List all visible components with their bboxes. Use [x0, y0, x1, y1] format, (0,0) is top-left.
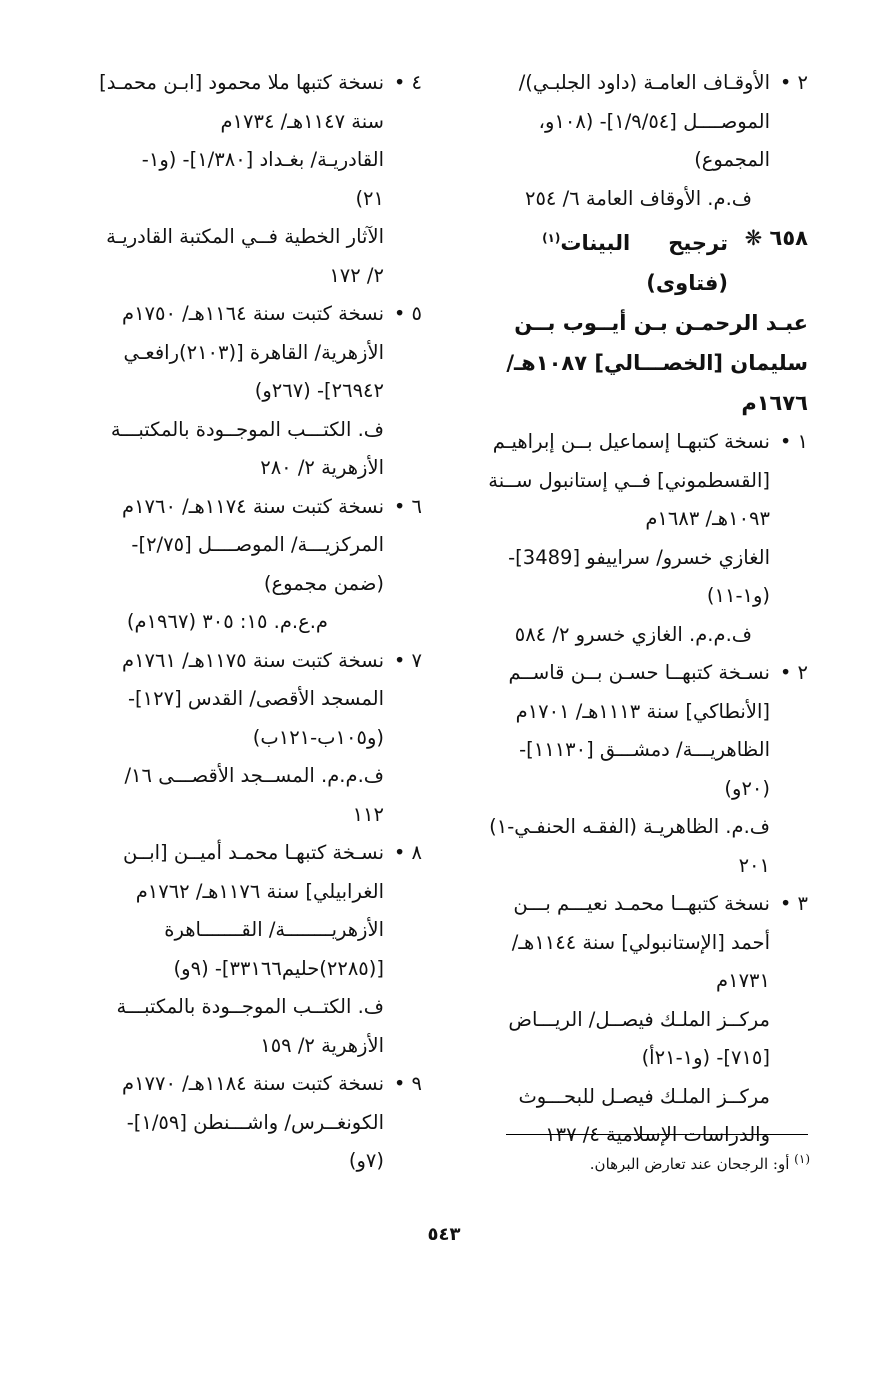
manuscript-entry — [470, 885, 808, 1155]
entry-number: ٤ • — [393, 71, 422, 94]
entry-line: [الأنطاكي] سنة ١١١٣هـ/ ١٧٠١م — [515, 699, 770, 723]
entry-reference: ف.م.م. الغازي خسرو ٢/ ٥٨٤ — [514, 622, 752, 646]
entry-line: المجموع) — [694, 148, 770, 171]
entry-line: ١٧٣١م — [716, 969, 770, 992]
entry-line: المركزيـــة/ الموصــــل [٢/٧٥]- — [131, 533, 384, 556]
entry-line: الظاهريـــة/ دمشـــق [١١١٣٠]- — [519, 738, 770, 761]
manuscript-entry — [88, 1065, 422, 1181]
manuscript-entry — [470, 64, 808, 218]
entry-reference: الأزهرية ٢/ ٢٨٠ — [260, 456, 384, 479]
entry-number: ٩ • — [393, 1072, 422, 1095]
footnote-divider — [506, 1134, 808, 1135]
manuscript-entry — [88, 834, 422, 1065]
entry-number: ٨ • — [393, 841, 422, 864]
entry-reference: ٢٠١ — [738, 853, 770, 877]
entry-reference: ف.م. الظاهريـة (الفقـه الحنفـي-١) — [489, 815, 770, 838]
entry-line: الكونغــرس/ واشـــنطن [١/٥٩]- — [126, 1110, 384, 1134]
entry-line: نسخة كتبهــا محمـد نعيـــم بـــن — [513, 892, 770, 915]
entry-reference: ف. الكتـــب الموجــودة بالمكتبـــة — [110, 417, 384, 441]
entry-reference: ف.م.م. المســجد الأقصـــى ١٦/ — [124, 764, 384, 787]
entry-line: الأزهريــــــــة/ القـــــــاهرة — [164, 918, 384, 941]
right-column — [470, 64, 808, 1155]
work-type: (فتاوى) — [646, 271, 728, 295]
entry-line: ١٠٩٣هـ/ ١٦٨٣م — [645, 507, 770, 530]
entry-reference: ١١٢ — [352, 802, 384, 826]
entry-number: ٦ • — [393, 494, 422, 518]
entry-number: ٣ • — [779, 892, 808, 915]
manuscript-entry — [88, 642, 422, 835]
entry-line: أحمد [الإستانبولي] سنة ١١٤٤هـ/ — [511, 930, 770, 954]
entry-line: نسخة كتبها ملا محمود [ابـن محمـد] — [99, 71, 384, 94]
entry-line: نسـخة كتبهــا حسـن بــن قاســم — [508, 661, 770, 684]
entry-line: ٢٦٩٤٢]- (٢٦٧و) — [254, 379, 384, 402]
footnote — [480, 1146, 810, 1177]
work-title-line — [470, 218, 728, 303]
entry-line: [(٢٢٨٥)حليم٣٣١٦٦]- (٩و) — [173, 956, 384, 980]
work-title: ترجيح البينات — [560, 231, 728, 255]
entry-line: (و١٠٥ب-١٢١ب) — [252, 725, 384, 749]
entry-reference: ف. الكتــب الموجــودة بالمكتبـــة — [116, 995, 384, 1018]
manuscript-entry — [88, 295, 422, 488]
entry-line: والدراسات الإسلامية ٤/ ١٣٧ — [545, 1123, 770, 1146]
manuscript-entry — [470, 423, 808, 654]
entry-reference: ٢/ ١٧٢ — [329, 263, 384, 287]
entry-line: نسخة كتبهـا إسماعيل بــن إبراهيـم — [492, 430, 770, 453]
author-line: ١٦٧٦م — [741, 391, 808, 415]
entry-line: نسخة كتبت سنة ١١٧٤هـ/ ١٧٦٠م — [122, 494, 384, 518]
footnote-mark: (١) — [794, 1152, 810, 1166]
entry-number: ٥ • — [393, 302, 422, 325]
left-column — [88, 64, 422, 1181]
author-line: سليمان [الخصـــالي] ١٠٨٧هـ/ — [506, 351, 808, 375]
entry-line: الأوقـاف العامـة (داود الجلبـي)/ — [518, 71, 770, 94]
entry-number: ٢ • — [779, 661, 808, 684]
entry-line: [٧١٥]- (و١-٢١أ) — [641, 1046, 770, 1069]
entry-line: سنة ١١٤٧هـ/ ١٧٣٤م — [220, 109, 384, 133]
entry-line: مركــز الملـك فيصـل للبحـــوث — [518, 1084, 770, 1108]
entry-line: نسـخة كتبهـا محمـد أميــن [ابــن — [122, 841, 384, 864]
entry-number: ٧ • — [393, 648, 422, 672]
page-number: ٥٤٣ — [427, 1224, 461, 1245]
entry-number: ٢ • — [779, 71, 808, 94]
entry-line: نسخة كتبت سنة ١١٨٤هـ/ ١٧٧٠م — [122, 1072, 384, 1095]
entry-line: المسجد الأقصى/ القدس [١٢٧]- — [128, 687, 384, 710]
entry-number: ١ • — [779, 430, 808, 453]
work-number: ٦٥٨ ❋ — [744, 226, 808, 250]
entry-line: ٢١) — [355, 186, 384, 210]
footnote-text: أو: الرجحان عند تعارض البرهان. — [589, 1155, 790, 1173]
entry-reference: ف.م. الأوقاف العامة ٦/ ٢٥٤ — [524, 186, 752, 210]
manuscript-entry — [470, 654, 808, 885]
entry-line: الغازي خسرو/ سراييفو [3489]- — [508, 545, 770, 569]
entry-line: القادريـة/ بغـداد [١/٣٨٠]- (و١- — [141, 148, 384, 171]
author-line: عبـد الرحمـن بـن أيــوب بــن — [514, 311, 808, 335]
entry-line: نسخة كتبت سنة ١١٧٥هـ/ ١٧٦١م — [122, 648, 384, 672]
entry-line: [القسطموني] فــي إستانبول ســنة — [488, 468, 770, 492]
footnote-mark: (١) — [542, 231, 561, 245]
work-title-block — [470, 218, 808, 303]
entry-line: مركــز الملـك فيصــل/ الريـــاض — [508, 1007, 770, 1031]
entry-line: الأزهرية/ القاهرة [(٢١٠٣)رافعـي — [123, 340, 384, 364]
entry-line: نسخة كتبت سنة ١١٦٤هـ/ ١٧٥٠م — [122, 302, 384, 325]
entry-reference: الأزهرية ٢/ ١٥٩ — [260, 1033, 384, 1057]
entry-line: (٧و) — [348, 1149, 384, 1172]
entry-line: الغرابيلي] سنة ١١٧٦هـ/ ١٧٦٢م — [135, 879, 384, 903]
manuscript-entry — [88, 488, 422, 642]
entry-line: (ضمن مجموع) — [263, 571, 384, 595]
author-block — [470, 303, 808, 423]
entry-line: (و١-١١) — [706, 584, 770, 607]
entry-line: الموصــــل [١/٩/٥٤]- (١٠٨و، — [538, 109, 770, 133]
manuscript-entry — [88, 64, 422, 295]
entry-line: (٢٠و) — [724, 776, 770, 800]
entry-reference: الآثار الخطية فــي المكتبة القادريـة — [106, 225, 384, 248]
entry-reference: م.ع.م. ١٥: ٣٠٥ (١٩٦٧م) — [126, 610, 328, 633]
